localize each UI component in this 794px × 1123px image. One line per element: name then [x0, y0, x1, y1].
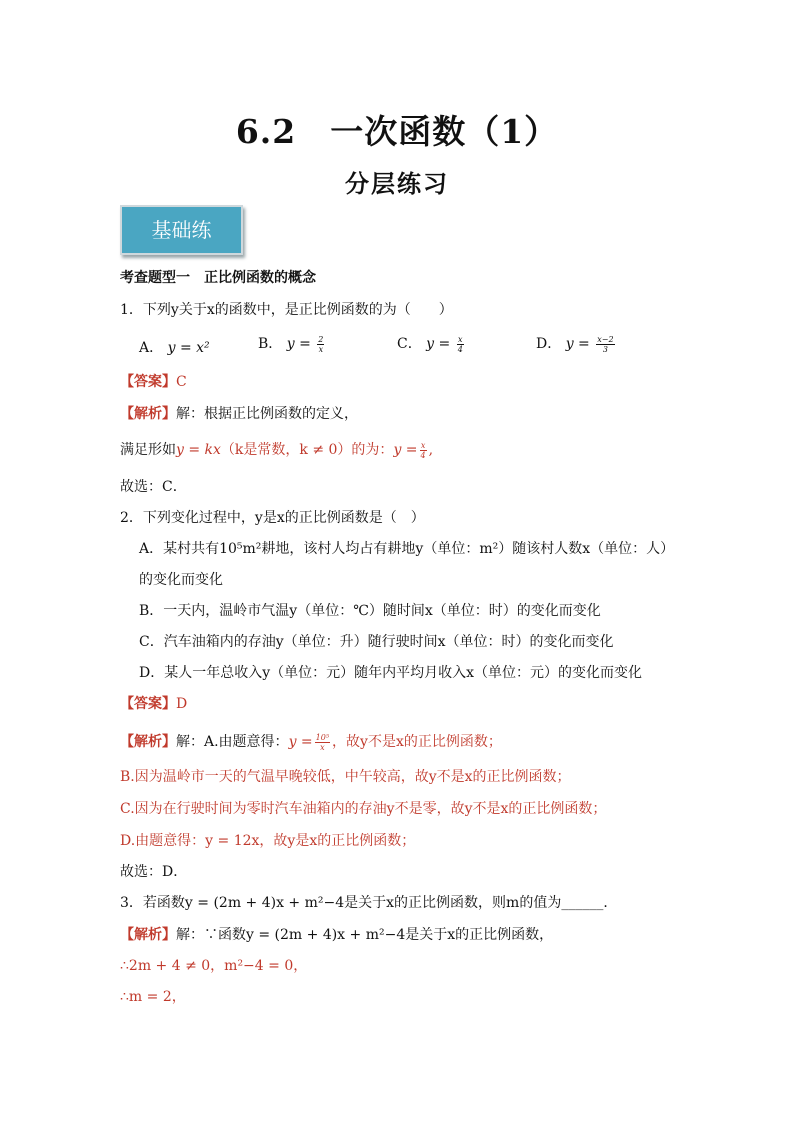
q3-analysis-tag: 【解析】	[120, 927, 176, 943]
q1-answer-tag: 【答案】	[120, 374, 176, 390]
q1-option-d-label: D．	[536, 336, 562, 352]
q1-option-c	[397, 333, 466, 354]
q1-option-b-num: 2	[318, 334, 324, 344]
q1-analysis-line-2	[120, 440, 433, 460]
q1-analysis-2-mid: （k是常数，k ≠ 0）的为：	[220, 442, 394, 458]
q1-option-c-den: 4	[457, 344, 463, 354]
q1-option-d	[536, 333, 617, 354]
q1-analysis-2-math2: y =	[393, 442, 418, 458]
q1-analysis-2-den: 4	[420, 450, 426, 460]
q1-analysis	[120, 404, 358, 424]
q1-option-a-expr: y = x²	[167, 340, 210, 356]
q2-answer-value: D	[176, 696, 188, 712]
q2-analysis-a-num: 10⁵	[315, 732, 330, 742]
q2-answer	[120, 694, 187, 714]
q2-analysis-tag: 【解析】	[120, 734, 176, 750]
section-badge: 基础练	[120, 205, 243, 255]
question-3-stem: 3．若函数y = (2m + 4)x + m²−4是关于x的正比例函数，则m的值为______．	[120, 895, 618, 911]
q1-conclusion: 故选：C．	[120, 479, 187, 495]
q1-option-d-den: 3	[602, 344, 608, 354]
q1-option-c-label: C．	[397, 336, 422, 352]
question-1-stem: 1．下列y关于x的函数中，是正比例函数的为（ ）	[120, 302, 453, 318]
q3-analysis	[120, 925, 553, 945]
q2-analysis-d: D.由题意得：y = 12x，故y是x的正比例函数；	[120, 833, 416, 849]
q2-analysis-a	[120, 732, 502, 752]
q2-analysis-a-math: y =	[288, 734, 313, 750]
q1-option-c-num: x	[458, 334, 463, 344]
q1-option-b	[258, 333, 326, 354]
q1-answer	[120, 372, 187, 392]
q1-analysis-2-num: x	[420, 440, 426, 450]
q3-analysis-line-2: ∴2m + 4 ≠ 0，m²−4 = 0，	[120, 958, 308, 974]
q1-option-a	[139, 337, 210, 357]
q2-analysis-b: B.因为温岭市一天的气温早晚较低，中午较高，故y不是x的正比例函数；	[120, 769, 571, 785]
q1-analysis-2-post: ,	[428, 442, 434, 458]
q1-option-a-label: A．	[139, 340, 164, 356]
q1-option-d-num: x−2	[597, 334, 614, 344]
q3-analysis-line-3: ∴m = 2，	[120, 989, 186, 1005]
q1-analysis-line-1: 解：根据正比例函数的定义，	[176, 406, 358, 422]
q1-analysis-tag: 【解析】	[120, 406, 176, 422]
q1-analysis-2-pre: 满足形如	[120, 442, 176, 458]
q3-analysis-line-1: 解：∵函数y = (2m + 4)x + m²−4是关于x的正比例函数，	[176, 927, 554, 943]
question-2-stem: 2．下列变化过程中，y是x的正比例函数是（ ）	[120, 510, 425, 526]
q2-option-a-line-2: 的变化而变化	[139, 572, 223, 588]
q2-conclusion: 故选：D．	[120, 864, 188, 880]
q1-option-b-pre: y =	[286, 336, 311, 352]
q2-analysis-a-post: ，故y不是x的正比例函数；	[332, 734, 502, 750]
q1-option-d-pre: y =	[565, 336, 590, 352]
q2-analysis-c: C.因为在行驶时间为零时汽车油箱内的存油y不是零，故y不是x的正比例函数；	[120, 801, 607, 817]
q1-option-b-label: B．	[258, 336, 283, 352]
page-subtitle: 分层练习	[345, 169, 449, 198]
q2-option-c: C．汽车油箱内的存油y（单位：升）随行驶时间x（单位：时）的变化而变化	[139, 634, 614, 650]
q1-analysis-2-math: y = kx	[176, 442, 221, 458]
q2-analysis-a-pre: 解：A.由题意得：	[176, 734, 289, 750]
q2-option-d: D．某人一年总收入y（单位：元）随年内平均月收入x（单位：元）的变化而变化	[139, 665, 643, 681]
q2-option-a-line-1: A．某村共有10⁵m²耕地，该村人均占有耕地y（单位：m²）随该村人数x（单位：人）	[139, 541, 675, 557]
q2-answer-tag: 【答案】	[120, 696, 176, 712]
q1-option-b-den: x	[318, 344, 324, 354]
q1-option-c-pre: y =	[426, 336, 451, 352]
page-title: 6.2 一次函数（1）	[235, 112, 559, 151]
section-heading: 考查题型一 正比例函数的概念	[120, 270, 316, 286]
q2-analysis-a-den: x	[320, 742, 325, 752]
q2-option-b: B．一天内，温岭市气温y（单位：℃）随时间x（单位：时）的变化而变化	[139, 603, 601, 619]
q1-answer-value: C	[176, 374, 187, 390]
